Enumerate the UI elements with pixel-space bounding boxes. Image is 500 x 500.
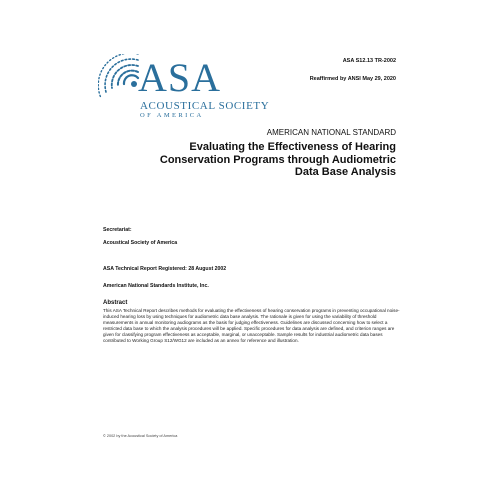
abstract-text: This ASA Technical Report describes methods for evaluating the effectiveness of hearing conservation programs in preventing occupational noise-induced hearing loss by using techniques for audiometric data base analysis. The rationale is given for using the variability of threshold measurements in annual monitoring audiograms as the basis for judging effectiveness. Guidelines are discussed concerning how to select a restricted data base to which the analysis procedures will be applied. Specific procedures for data analysis are defined, and criterion ranges are given for classifying program effectiveness as acceptable, marginal, or unacceptable. Sample results for industrial audiometric data bases contributed to Working Group S12/WG12 are included as an annex for reference and illustration.: [103, 308, 400, 343]
copyright-notice: © 2002 by the Acoustical Society of America: [103, 434, 178, 438]
abstract-heading: Abstract: [103, 300, 128, 306]
asa-logo: [98, 54, 268, 124]
logo-brand-letters: ASA: [138, 55, 222, 100]
logo-org-name: ACOUSTICAL SOCIETY: [140, 100, 270, 112]
secretariat-name: Acoustical Society of America: [103, 240, 178, 246]
document-title: Evaluating the Effectiveness of Hearing Conservation Programs through Audiometric Data Base Analysis: [159, 141, 396, 178]
standard-label: AMERICAN NATIONAL STANDARD: [266, 128, 396, 137]
institute-name: American National Standards Institute, Inc.: [103, 283, 209, 289]
document-number: ASA S12.13 TR-2002: [342, 58, 396, 64]
logo-org-suffix: OF AMERICA: [140, 112, 204, 119]
registration-date: ASA Technical Report Registered: 28 August 2002: [103, 266, 227, 272]
reaffirmed-date: Reaffirmed by ANSI May 29, 2020: [309, 76, 396, 82]
secretariat-heading: Secretariat:: [103, 227, 132, 233]
sound-waves-icon: [98, 54, 142, 114]
